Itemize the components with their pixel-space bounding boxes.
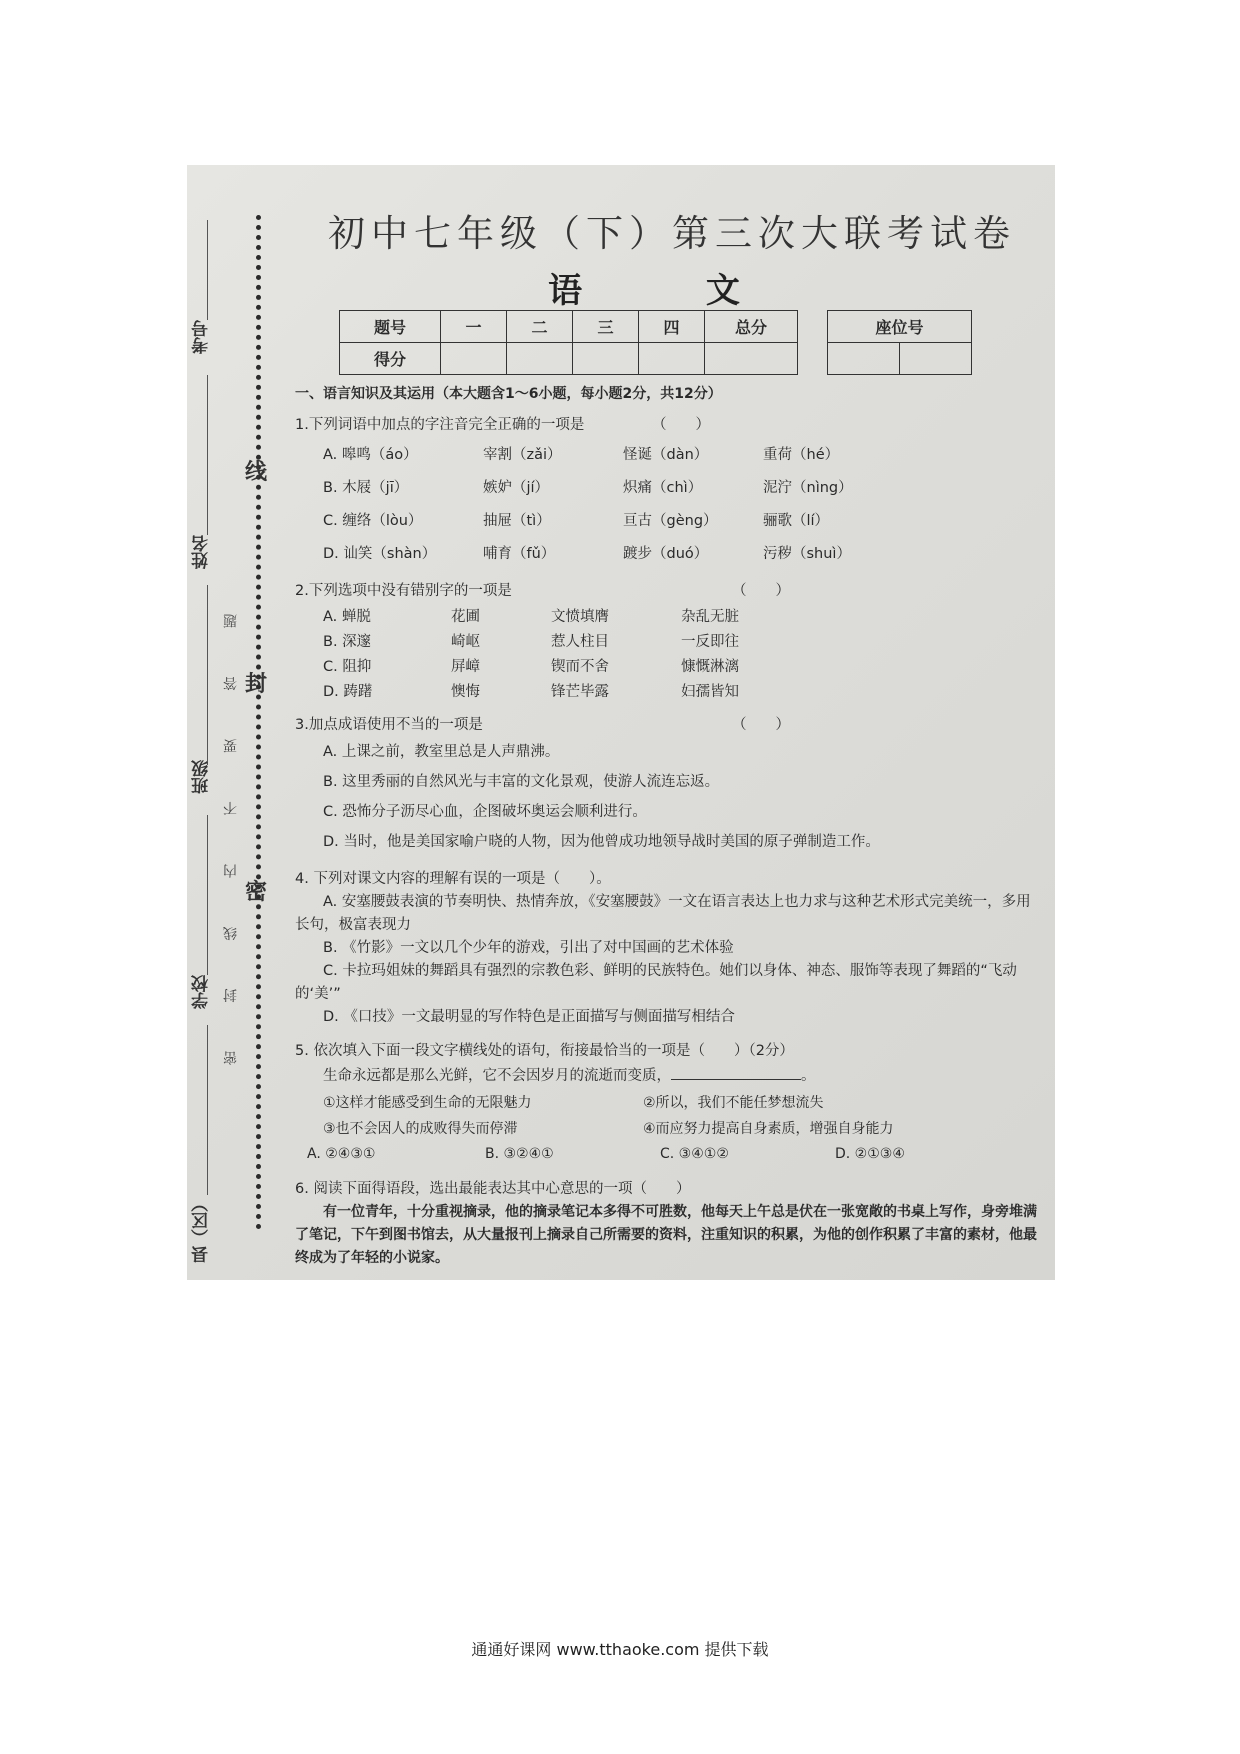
option-row [295,437,1040,470]
score-header: 四 [639,311,705,343]
option-item: 锋芒毕露 [551,684,609,700]
binding-underline [207,585,208,765]
exam-number-label: 考号 [192,320,212,354]
option-item: 抽屉（tì） [483,513,551,529]
option-item: 崎岖 [451,634,480,650]
answer-paren: （ ） [732,717,790,733]
score-cell [507,343,573,375]
question-5-stem: 5. 依次填入下面一段文字横线处的语句，衔接最恰当的一项是（ ）（2分） [295,1043,794,1059]
seal-xian: 线 [245,459,268,485]
option-item: 懊悔 [451,684,480,700]
option-item: B. ③②④① [485,1146,554,1162]
question-5-text: 生命永远都是那么光鲜，它不会因岁月的流逝而变质， 。 [295,1063,1040,1089]
option-item: 文愤填膺 [551,609,609,625]
binding-dotted-line [256,215,261,1230]
option-item: A. 蝉脱 [323,609,371,625]
fill-text: 生命永远都是那么光鲜，它不会因岁月的流逝而变质， [323,1068,671,1084]
score-table [339,310,798,375]
option-line: B. 这里秀丽的自然风光与丰富的文化景观，使游人流连忘返。 [323,774,720,790]
question-6-stem: 6. 阅读下面得语段，选出最能表达其中心意思的一项（ ） [295,1181,691,1197]
score-header: 总分 [705,311,798,343]
seal-notice: 密 封 线 内 不 要 答 题 [223,591,239,1065]
option-paragraph: A. 安塞腰鼓表演的节奏明快、热情奔放，《安塞腰鼓》一文在语言表达上也力求与这种艺术形式完美统一，多用长句，极富表现力 [295,894,1031,933]
item: ④而应努力提高自身素质，增强自身能力 [643,1121,894,1137]
option-item: D. 踌躇 [323,684,373,700]
option-row [295,653,1040,678]
fill-blank [671,1065,801,1080]
option-line: C. 恐怖分子沥尽心血，企图破坏奥运会顺利进行。 [323,804,647,820]
score-row-label: 得分 [340,343,441,375]
question-4-stem: 4. 下列对课文内容的理解有误的一项是（ ）。 [295,871,611,887]
option-item: 泥泞（nìng） [763,480,853,496]
exam-content [295,383,1040,1270]
option-item: 踱步（duó） [623,546,709,562]
item-row [295,1089,1040,1115]
passage: 有一位青年，十分重视摘录，他的摘录笔记本多得不可胜数，他每天上午总是伏在一张宽敞的书桌上写作，身旁堆满了笔记，下午到图书馆去，从大量报刊上摘录自己所需要的资料，注重知识的积累，为他的创作积累了丰富的素材，他最终成为了年轻的小说家。 [295,1204,1037,1266]
seal-mi: 密 [245,879,268,905]
score-cell [573,343,639,375]
score-header: 一 [441,311,507,343]
score-cell [639,343,705,375]
option-row [295,536,1040,569]
answer-paren: （ ） [732,583,790,599]
county-label: 县（区） [192,1195,212,1263]
score-cell [705,343,798,375]
item-row [295,1115,1040,1141]
score-header: 二 [507,311,573,343]
question-text: 1.下列词语中加点的字注音完全正确的一项是 [295,417,585,433]
option-paragraph: D. 《口技》一文最明显的写作特色是正面描写与侧面描写相结合 [323,1009,735,1025]
option-line: A. 上课之前，教室里总是人声鼎沸。 [323,744,560,760]
option-item: 妇孺皆知 [681,684,739,700]
seat-table [827,310,972,375]
option-paragraph: B. 《竹影》一文以几个少年的游戏，引出了对中国画的艺术体验 [323,940,734,956]
question-1-stem [295,413,1040,437]
option-item: B. 木屐（jī） [323,480,409,496]
binding-underline [207,220,208,320]
score-header: 题号 [340,311,441,343]
name-label: 姓名 [192,535,212,569]
option-item: 一反即往 [681,634,739,650]
binding-underline [207,375,208,535]
option-row [295,603,1040,628]
option-item: C. 阻抑 [323,659,372,675]
seat-cell [900,343,972,375]
question-2-stem [295,579,1040,603]
footer-credit: 通通好课网 www.tthaoke.com 提供下载 [471,1640,769,1659]
option-item: 慷慨淋漓 [681,659,739,675]
item: ②所以，我们不能任梦想流失 [643,1095,824,1111]
option-item: A. ②④③① [307,1146,376,1162]
option-item: 炽痛（chì） [623,480,703,496]
answer-paren: （ ） [652,417,710,433]
school-label: 学校 [192,975,212,1009]
seal-feng: 封 [245,671,268,697]
option-row [295,678,1040,703]
option-row [295,1141,1040,1167]
binding-underline [207,815,208,975]
option-item: C. ③④①② [660,1146,729,1162]
score-cell [441,343,507,375]
option-item: 花圃 [451,609,480,625]
item: ③也不会因人的成败得失而停滞 [323,1121,518,1137]
score-header: 三 [573,311,639,343]
option-item: 哺育（fǔ） [483,546,556,562]
option-item: 重荷（hé） [763,447,840,463]
section-title: 一、语言知识及其运用（本大题含1～6小题，每小题2分，共12分） [295,386,722,402]
option-row [295,503,1040,536]
option-item: 怪诞（dàn） [623,447,709,463]
question-text: 2.下列选项中没有错别字的一项是 [295,583,512,599]
option-item: 骊歌（lí） [763,513,830,529]
option-line: D. 当时，他是美国家喻户晓的人物，因为他曾成功地领导战时美国的原子弹制造工作。 [323,834,880,850]
option-item: A. 嗥鸣（áo） [323,447,418,463]
exam-subject: 语 文 [548,271,796,311]
option-item: 亘古（gèng） [623,513,718,529]
class-label: 班级 [192,760,212,794]
binding-underline [207,1025,208,1195]
option-item: 锲而不舍 [551,659,609,675]
option-item: B. 深邃 [323,634,372,650]
question-3-stem [295,713,1040,737]
option-item: 惹人柱目 [551,634,609,650]
seat-label: 座位号 [828,311,972,343]
option-item: D. ②①③④ [835,1146,905,1162]
option-item: C. 缠络（lòu） [323,513,423,529]
option-item: 杂乱无脏 [681,609,739,625]
option-item: 嫉妒（jí） [483,480,550,496]
option-item: D. 讪笑（shàn） [323,546,437,562]
question-text: 3.加点成语使用不当的一项是 [295,717,483,733]
option-item: 宰割（zǎi） [483,447,562,463]
item: ①这样才能感受到生命的无限魅力 [323,1095,532,1111]
option-item: 屏嶂 [451,659,480,675]
option-row [295,628,1040,653]
exam-title: 初中七年级（下）第三次大联考试卷 [328,212,1016,255]
option-row [295,470,1040,503]
seat-cell [828,343,900,375]
exam-photo [187,165,1055,1280]
option-item: 污秽（shuì） [763,546,851,562]
option-paragraph: C. 卡拉玛姐妹的舞蹈具有强烈的宗教色彩、鲜明的民族特色。她们以身体、神态、服饰等表现了舞蹈的“飞动的‘美’” [295,963,1017,1002]
